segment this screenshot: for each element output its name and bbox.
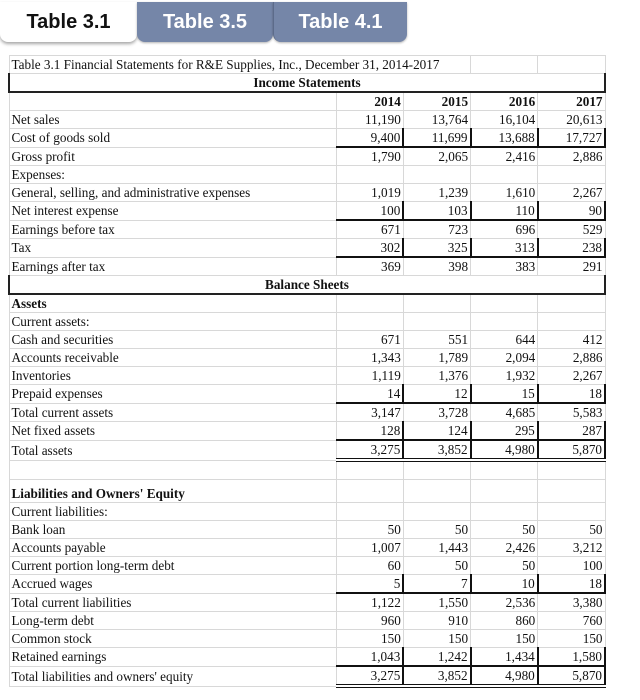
row-label: General, selling, and administrative expenses [9, 184, 336, 202]
row-value-2016 [471, 313, 538, 331]
empty-cell [336, 460, 403, 480]
row-label: Accounts payable [9, 539, 336, 557]
row-value-2015: 103 [403, 202, 470, 221]
row-value-2016: 1,434 [471, 648, 538, 667]
row-value-2015 [403, 503, 470, 521]
empty-cell [9, 460, 336, 480]
row-label: Tax [9, 239, 336, 258]
row-value-2016: 2,094 [471, 349, 538, 367]
row-value-2017: 2,886 [538, 147, 605, 166]
row-value-2016: 13,688 [471, 129, 538, 148]
year-2017: 2017 [538, 92, 605, 111]
row-value-2015: 1,242 [403, 648, 470, 667]
empty-cell [471, 480, 538, 503]
row-value-2015: 7 [403, 575, 470, 594]
row-value-2017: 3,212 [538, 539, 605, 557]
row-value-2014 [336, 503, 403, 521]
table-row [9, 403, 605, 422]
year-2015: 2015 [403, 92, 470, 111]
row-label: Total liabilities and owners' equity [9, 666, 336, 686]
empty-cell [403, 480, 470, 503]
row-value-2016 [471, 503, 538, 521]
table-row [9, 422, 605, 441]
table-row [9, 147, 605, 166]
row-value-2014: 1,122 [336, 593, 403, 612]
row-value-2014: 11,190 [336, 111, 403, 129]
row-value-2016: 4,980 [471, 666, 538, 686]
row-value-2016: 2,416 [471, 147, 538, 166]
row-value-2017: 529 [538, 220, 605, 239]
row-value-2016: 10 [471, 575, 538, 594]
row-value-2015: 3,852 [403, 666, 470, 686]
row-value-2014: 150 [336, 630, 403, 648]
table-row [9, 648, 605, 667]
row-label: Common stock [9, 630, 336, 648]
row-value-2014: 14 [336, 385, 403, 404]
row-value-2017: 5,583 [538, 403, 605, 422]
row-value-2016: 2,426 [471, 539, 538, 557]
table-row [9, 220, 605, 239]
row-label: Gross profit [9, 147, 336, 166]
row-value-2016: 50 [471, 557, 538, 575]
row-value-2014: 960 [336, 612, 403, 630]
row-label: Total current assets [9, 403, 336, 422]
table-row [9, 111, 605, 129]
empty-cell [403, 460, 470, 480]
row-label: Net sales [9, 111, 336, 129]
row-label: Cash and securities [9, 331, 336, 349]
row-value-2016: 1,610 [471, 184, 538, 202]
row-value-2016: 696 [471, 220, 538, 239]
row-value-2017: 2,267 [538, 367, 605, 385]
row-value-2015: 11,699 [403, 129, 470, 148]
table-row [9, 575, 605, 594]
row-value-2016: 383 [471, 257, 538, 276]
row-value-2017: 287 [538, 422, 605, 441]
row-label: Current portion long-term debt [9, 557, 336, 575]
row-value-2017: 17,727 [538, 129, 605, 148]
row-value-2014: 9,400 [336, 129, 403, 148]
row-label: Expenses: [9, 166, 336, 184]
year-2014: 2014 [336, 92, 403, 111]
row-value-2014: 1,007 [336, 539, 403, 557]
financial-statements-table [8, 55, 606, 688]
row-label: Current assets: [9, 313, 336, 331]
row-value-2017: 20,613 [538, 111, 605, 129]
empty-cell [538, 460, 605, 480]
row-label: Current liabilities: [9, 503, 336, 521]
row-value-2017: 90 [538, 202, 605, 221]
row-value-2017: 18 [538, 575, 605, 594]
row-value-2014: 60 [336, 557, 403, 575]
assets-heading-row [9, 294, 605, 313]
table-row [9, 503, 605, 521]
row-value-2015: 723 [403, 220, 470, 239]
title-row [9, 56, 605, 74]
financial-statements-sheet [8, 55, 606, 688]
row-value-2014: 5 [336, 575, 403, 594]
row-value-2016: 110 [471, 202, 538, 221]
row-label: Earnings before tax [9, 220, 336, 239]
row-value-2015: 13,764 [403, 111, 470, 129]
row-value-2017: 100 [538, 557, 605, 575]
row-label: Long-term debt [9, 612, 336, 630]
table-row [9, 257, 605, 276]
empty-cell [336, 294, 403, 313]
row-value-2016: 15 [471, 385, 538, 404]
row-value-2015: 551 [403, 331, 470, 349]
table-row [9, 349, 605, 367]
table-row [9, 593, 605, 612]
row-value-2015: 910 [403, 612, 470, 630]
row-value-2017: 50 [538, 521, 605, 539]
row-value-2014: 1,343 [336, 349, 403, 367]
row-value-2014: 50 [336, 521, 403, 539]
row-value-2017: 2,267 [538, 184, 605, 202]
empty-cell [403, 294, 470, 313]
table-row [9, 557, 605, 575]
row-value-2017: 238 [538, 239, 605, 258]
tab-bar [0, 0, 640, 44]
row-value-2015: 1,239 [403, 184, 470, 202]
row-value-2017: 412 [538, 331, 605, 349]
row-label: Net fixed assets [9, 422, 336, 441]
row-value-2016: 50 [471, 521, 538, 539]
row-value-2014: 302 [336, 239, 403, 258]
row-value-2016 [471, 166, 538, 184]
row-value-2017: 5,870 [538, 666, 605, 686]
table-row [9, 129, 605, 148]
row-label: Total assets [9, 440, 336, 460]
income-statements-heading-row [9, 74, 605, 93]
row-value-2017 [538, 313, 605, 331]
row-value-2014: 1,790 [336, 147, 403, 166]
row-value-2016: 4,685 [471, 403, 538, 422]
row-value-2015: 150 [403, 630, 470, 648]
table-row [9, 539, 605, 557]
row-value-2015: 325 [403, 239, 470, 258]
year-header-row [9, 92, 605, 111]
row-value-2015 [403, 166, 470, 184]
empty-cell [471, 294, 538, 313]
table-row [9, 239, 605, 258]
row-value-2014: 3,147 [336, 403, 403, 422]
row-value-2014: 1,043 [336, 648, 403, 667]
table-row [9, 367, 605, 385]
row-value-2015: 50 [403, 557, 470, 575]
row-value-2015: 3,852 [403, 440, 470, 460]
row-value-2016: 150 [471, 630, 538, 648]
liabilities-heading-row [9, 480, 605, 503]
empty-cell [538, 294, 605, 313]
table-row [9, 202, 605, 221]
row-value-2014 [336, 313, 403, 331]
row-value-2016: 4,980 [471, 440, 538, 460]
tab-table-3-5[interactable]: Table 3.5 [137, 2, 273, 42]
empty-cell [9, 92, 336, 111]
row-value-2015: 398 [403, 257, 470, 276]
row-value-2017: 5,870 [538, 440, 605, 460]
row-value-2014: 1,119 [336, 367, 403, 385]
row-label: Accrued wages [9, 575, 336, 594]
row-value-2015: 1,443 [403, 539, 470, 557]
row-value-2014: 128 [336, 422, 403, 441]
table-row [9, 331, 605, 349]
row-value-2016: 313 [471, 239, 538, 258]
row-value-2017: 3,380 [538, 593, 605, 612]
table-row [9, 440, 605, 460]
balance-sheets-heading-row [9, 276, 605, 295]
row-label: Inventories [9, 367, 336, 385]
row-value-2016: 295 [471, 422, 538, 441]
blank-row [9, 460, 605, 480]
empty-cell [538, 56, 605, 74]
liabilities-heading: Liabilities and Owners' Equity [9, 480, 336, 503]
row-value-2014: 100 [336, 202, 403, 221]
row-label: Prepaid expenses [9, 385, 336, 404]
tab-table-3-1[interactable]: Table 3.1 [0, 2, 137, 42]
row-label: Accounts receivable [9, 349, 336, 367]
row-value-2014: 671 [336, 331, 403, 349]
row-value-2014: 3,275 [336, 440, 403, 460]
row-value-2017: 18 [538, 385, 605, 404]
row-value-2017: 760 [538, 612, 605, 630]
table-row [9, 666, 605, 686]
row-label: Retained earnings [9, 648, 336, 667]
row-value-2015: 2,065 [403, 147, 470, 166]
row-value-2014 [336, 166, 403, 184]
row-value-2016: 860 [471, 612, 538, 630]
row-value-2016: 16,104 [471, 111, 538, 129]
row-value-2015: 1,376 [403, 367, 470, 385]
table-row [9, 166, 605, 184]
row-label: Earnings after tax [9, 257, 336, 276]
row-value-2017: 150 [538, 630, 605, 648]
row-value-2015: 50 [403, 521, 470, 539]
row-value-2016: 644 [471, 331, 538, 349]
row-value-2014: 369 [336, 257, 403, 276]
table-row [9, 184, 605, 202]
income-statements-heading: Income Statements [9, 74, 605, 93]
year-2016: 2016 [471, 92, 538, 111]
row-value-2017 [538, 503, 605, 521]
row-value-2015: 1,789 [403, 349, 470, 367]
assets-heading: Assets [9, 294, 336, 313]
balance-sheets-heading: Balance Sheets [9, 276, 605, 295]
row-label: Net interest expense [9, 202, 336, 221]
row-value-2016: 1,932 [471, 367, 538, 385]
table-row [9, 521, 605, 539]
row-value-2015: 1,550 [403, 593, 470, 612]
tab-table-4-1[interactable]: Table 4.1 [273, 2, 407, 42]
empty-cell [538, 480, 605, 503]
table-row [9, 385, 605, 404]
row-value-2015: 12 [403, 385, 470, 404]
table-row [9, 313, 605, 331]
row-value-2015 [403, 313, 470, 331]
row-value-2015: 3,728 [403, 403, 470, 422]
row-value-2017: 1,580 [538, 648, 605, 667]
empty-cell [471, 460, 538, 480]
row-label: Cost of goods sold [9, 129, 336, 148]
row-value-2014: 671 [336, 220, 403, 239]
row-label: Bank loan [9, 521, 336, 539]
table-title: Table 3.1 Financial Statements for R&E Supplies, Inc., December 31, 2014-2017 [9, 56, 471, 74]
empty-cell [336, 480, 403, 503]
table-row [9, 612, 605, 630]
row-value-2014: 1,019 [336, 184, 403, 202]
row-value-2017: 2,886 [538, 349, 605, 367]
table-row [9, 630, 605, 648]
row-value-2015: 124 [403, 422, 470, 441]
row-value-2017: 291 [538, 257, 605, 276]
row-value-2016: 2,536 [471, 593, 538, 612]
row-value-2017 [538, 166, 605, 184]
row-value-2014: 3,275 [336, 666, 403, 686]
row-label: Total current liabilities [9, 593, 336, 612]
empty-cell [471, 56, 538, 74]
